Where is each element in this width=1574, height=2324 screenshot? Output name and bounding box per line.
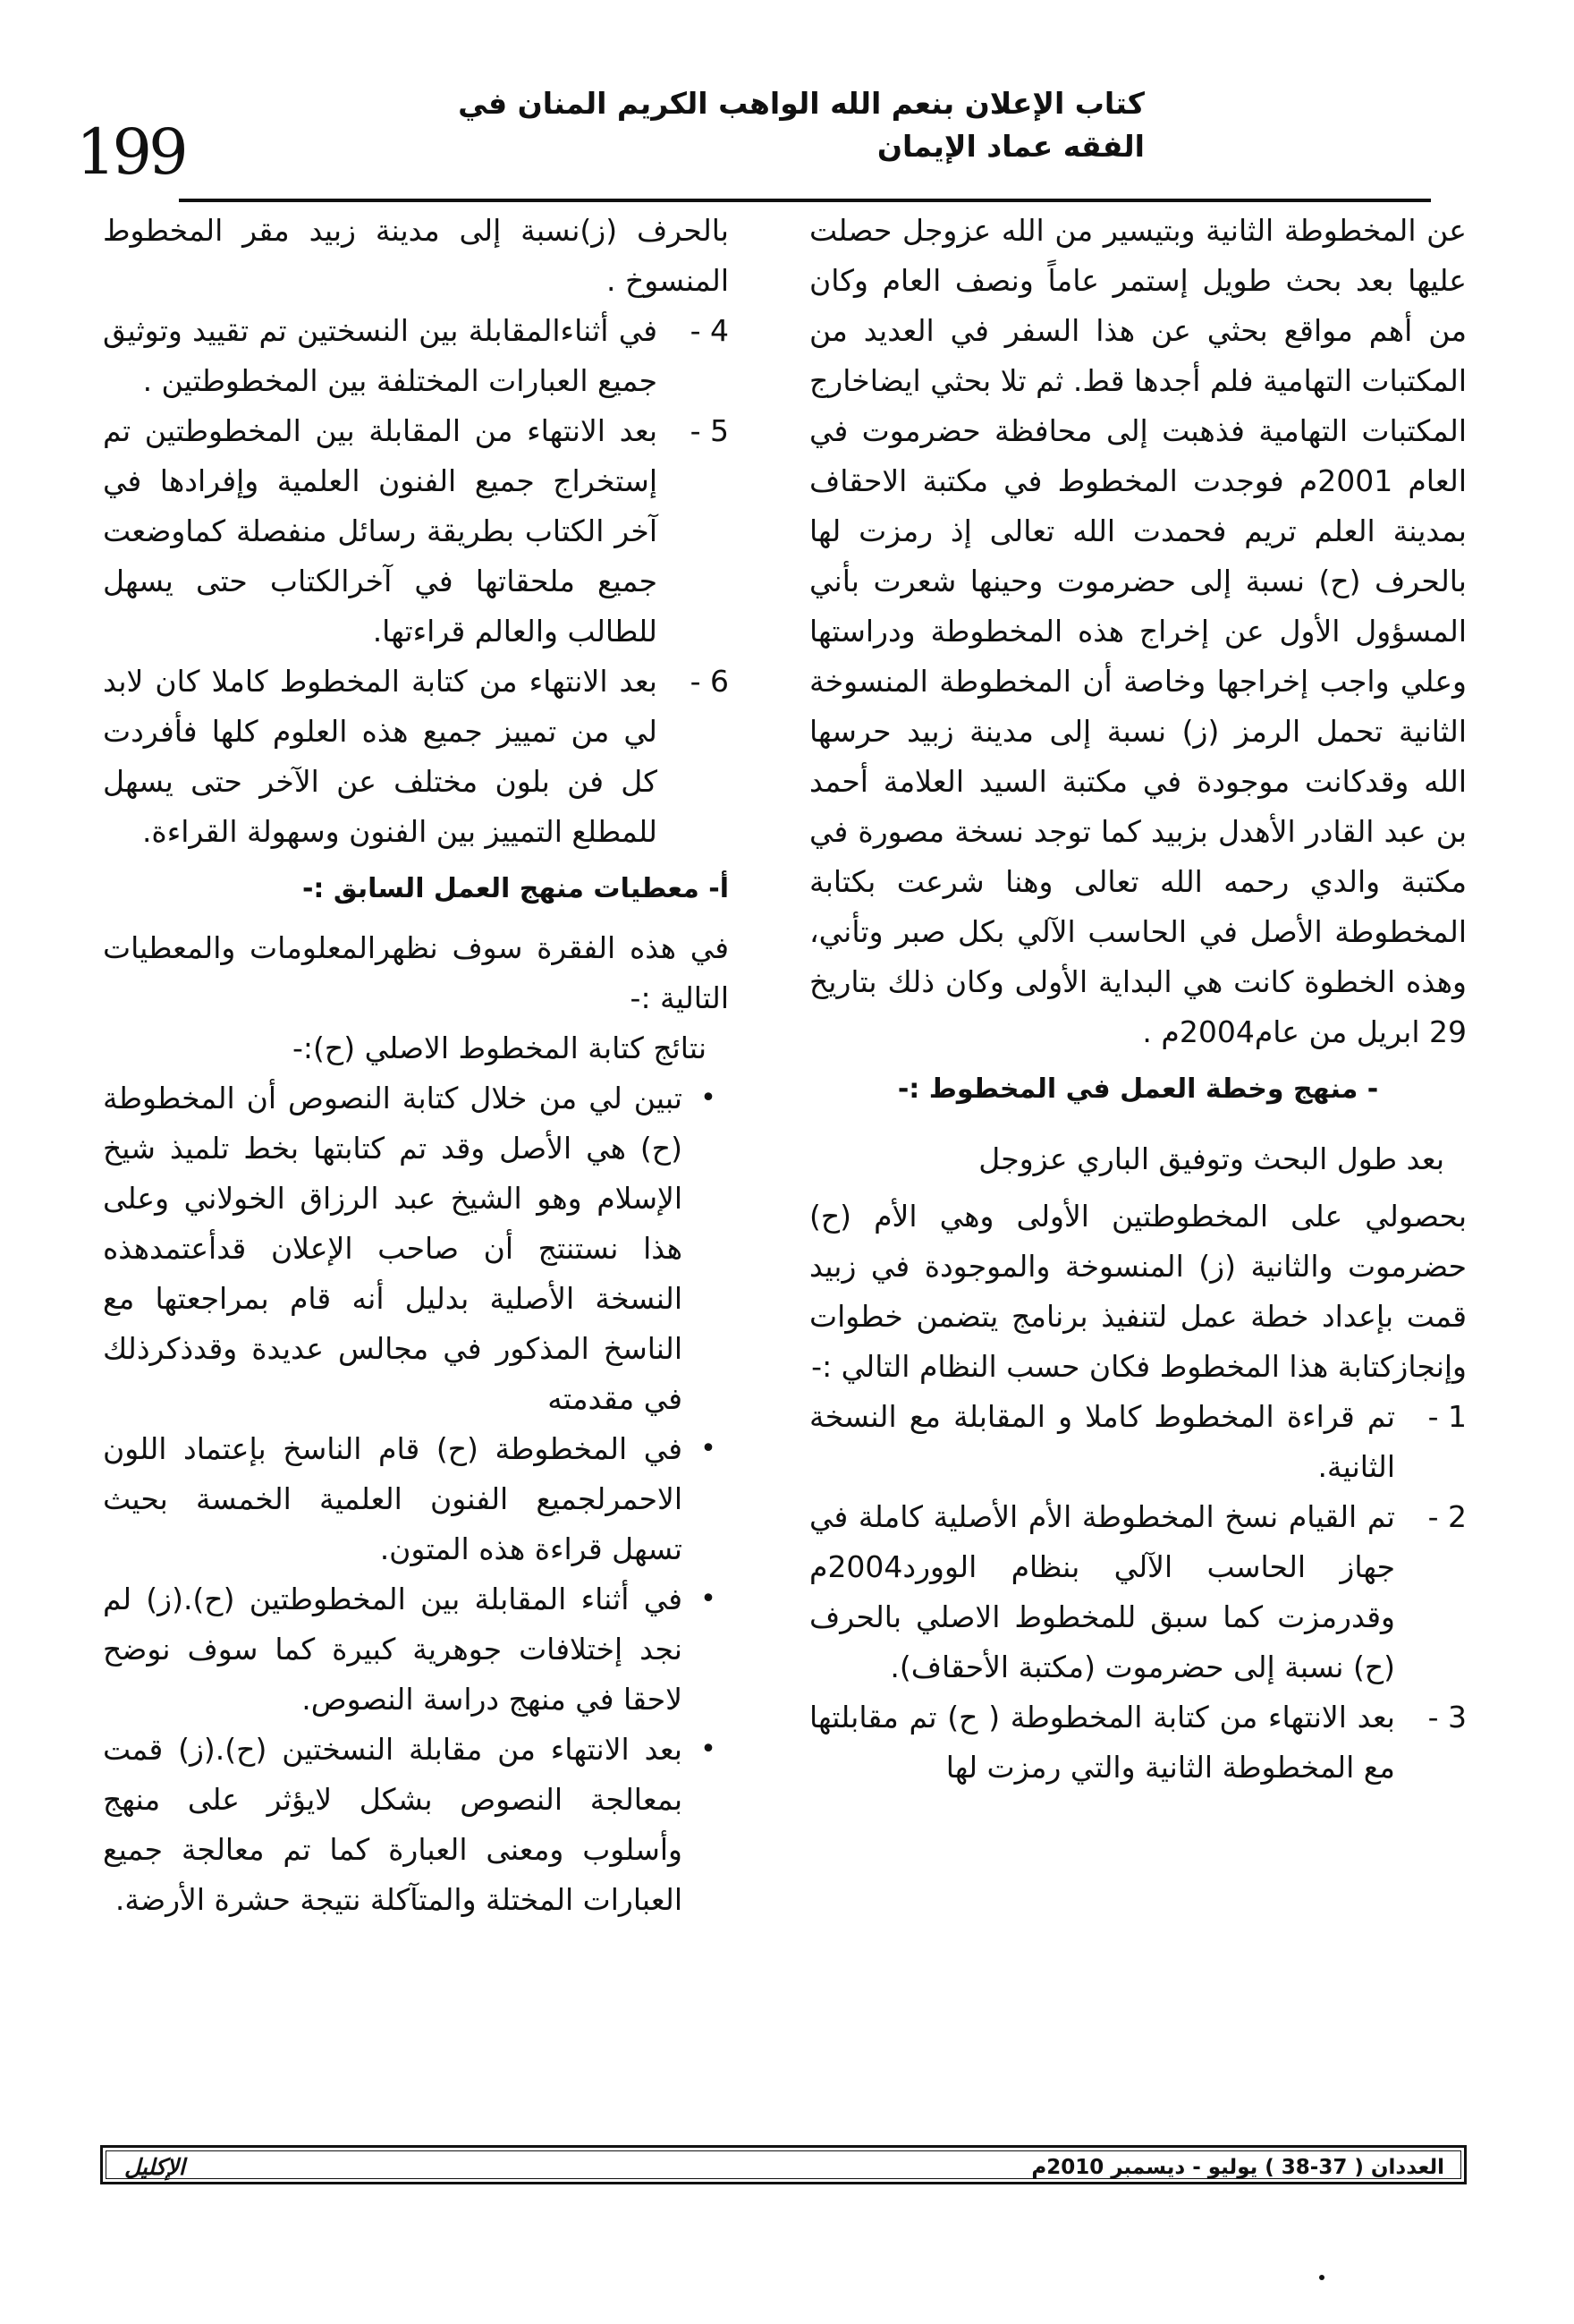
step-item-6 (103, 657, 729, 857)
right-intro-paragraph: عن المخطوطة الثانية وبتيسير من الله عزوجل حصلت عليها بعد بحث طويل إستمر عاماً ونصف العام وكان من أهم مواقع بحثي عن هذا السفر في العديد من المكتبات التهامية فلم أجدها قط. ثم تلا بحثي ايضاخارج المكتبات التهامية فذهبت إلى محافظة حضرموت في العام 2001م فوجدت المخطوط في مكتبة الاحقاف بمدينة العلم تريم فحمدت الله تعالى إذ رمزت لها بالحرف (ح) نسبة إلى حضرموت وحينها شعرت بأني المسؤول الأول عن إخراج هذه المخطوطة ودراستها وعلي واجب إخراجها وخاصة أن المخطوطة المنسوخة الثانية تحمل الرمز (ز) نسبة إلى مدينة زبيد حرسها الله وقدكانت موجودة في مكتبة السيد العلامة أحمد بن عبد القادر الأهدل بزبيد كما توجد نسخة مصورة في مكتبة والدي رحمه الله تعالى وهنا شرعت بكتابة المخطوطة الأصل في الحاسب الآلي بكل صبر وتأني، وهذه الخطوة كانت هي البداية الأولى وكان ذلك بتاريخ 29 ابريل من عام2004م . (809, 213, 1467, 1049)
bullet-item-2 (103, 1424, 729, 1574)
step-text: بعد الانتهاء من كتابة المخطوط كاملا كان لابد لي من تمييز جميع هذه العلوم كلها فأفردت كل فن بلون مختلف عن الآخر حتى يسهل للمطلع التمييز بين الفنون وسهولة القراءة. (103, 664, 657, 849)
step-text: في أثناءالمقابلة بين النسختين تم تقييد وتوثيق جميع العبارات المختلفة بين المخطوطتين . (103, 313, 657, 398)
work-plan-opening: بعد طول البحث وتوفيق الباري عزوجل (978, 1141, 1444, 1176)
step-number: 6 - (690, 664, 729, 699)
footer-inner-frame (106, 2150, 1461, 2179)
right-column (809, 206, 1467, 2022)
step-item-2 (809, 1492, 1467, 1692)
left-continuation: بالحرف (ز)نسبة إلى مدينة زبيد مقر المخطوط المنسوخ . (103, 213, 729, 298)
bullet-text: في المخطوطة (ح) قام الناسخ بإعتماد اللون الاحمرلجميع الفنون العلمية الخمسة بحيث تسهل قراءة هذه المتون. (103, 1431, 682, 1566)
footer-box (100, 2145, 1467, 2184)
bullet-text: بعد الانتهاء من مقابلة النسختين (ح).(ز) قمت بمعالجة النصوص بشكل لايؤثر على منهج وأسلوب ومعنى العبارة كما تم معالجة جميع العبارات المختلة والمتآكلة نتيجة حشرة الأرضة. (103, 1732, 682, 1917)
step-number: 4 - (690, 313, 729, 348)
bullet-item-3 (103, 1574, 729, 1725)
step-number: 5 - (690, 413, 729, 448)
step-number: 2 - (1427, 1499, 1467, 1534)
step-text: بعد الانتهاء من المقابلة بين المخطوطتين تم إستخراج جميع الفنون العلمية وإفرادها في آخر الكتاب بطريقة رسائل منفصلة كماوضعت جميع ملحقاتها في آخرالكتاب حتى يسهل للطالب والعالم قراءتها. (103, 413, 657, 649)
step-text: تم قراءة المخطوط كاملا و المقابلة مع النسخة الثانية. (809, 1399, 1395, 1484)
work-plan-paragraph: بحصولي على المخطوطتين الأولى وهي الأم (ح) حضرموت والثانية (ز) المنسوخة والموجودة في زبيد قمت بإعداد خطة عمل لتنفيذ برنامج يتضمن خطوات وإنجازكتابة هذا المخطوط فكان حسب النظام التالي :- (809, 1199, 1467, 1384)
bullet-icon: • (700, 1082, 716, 1114)
results-title: نتائج كتابة المخطوط الاصلي (ح):- (292, 1031, 707, 1065)
bullet-item-1 (103, 1073, 729, 1424)
bullet-item-4 (103, 1725, 729, 1925)
bullet-icon: • (700, 1583, 716, 1615)
results-intro: في هذه الفقرة سوف نظهرالمعلومات والمعطيات التالية :- (103, 930, 729, 1015)
bullet-icon: • (700, 1433, 716, 1464)
step-number: 3 - (1427, 1700, 1467, 1735)
left-column (103, 206, 729, 2066)
work-plan-heading: - منهج وخطة العمل في المخطوط :- (897, 1073, 1379, 1105)
issue-label: العددان ( 37-38 ) يوليو - ديسمبر 2010م (1031, 2156, 1444, 2179)
step-item-5 (103, 406, 729, 657)
bullet-text: تبين لي من خلال كتابة النصوص أن المخطوطة (ح) هي الأصل وقد تم كتابتها بخط تلميذ شيخ الإسلام وهو الشيخ عبد الرزاق الخولاني وعلى هذا نستنتج أن صاحب الإعلان قدأعتمدهذه النسخة الأصلية بدليل أنه قام بمراجعتها مع الناسخ المذكور في مجالس عديدة وقدذكرذلك في مقدمته (103, 1081, 682, 1416)
step-text: بعد الانتهاء من كتابة المخطوطة ( ح) تم مقابلتها مع المخطوطة الثانية والتي رمزت لها (809, 1700, 1395, 1785)
page-number: 199 (76, 115, 185, 189)
step-number: 1 - (1427, 1399, 1467, 1434)
step-item-1 (809, 1392, 1467, 1492)
bullet-text: في أثناء المقابلة بين المخطوطتين (ح).(ز) لم نجد إختلافات جوهرية كبيرة كما سوف نوضح لاحقا في منهج دراسة النصوص. (103, 1582, 682, 1717)
results-subheading: أ- معطيات منهج العمل السابق :- (301, 873, 729, 904)
header-rule (179, 199, 1431, 202)
bullet-icon: • (700, 1734, 716, 1765)
step-item-4 (103, 306, 729, 406)
running-header-title: كتاب الإعلان بنعم الله الواهب الكريم المنان في الفقه عماد الإيمان (458, 86, 1145, 164)
step-text: تم القيام نسخ المخطوطة الأم الأصلية كاملة في جهاز الحاسب الآلي بنظام الوورد2004م وقدرمزت كما سبق للمخطوط الاصلي بالحرف (ح) نسبة إلى حضرموت (مكتبة الأحقاف). (809, 1499, 1395, 1684)
step-item-3 (809, 1692, 1467, 1793)
journal-logo: الإكليل (124, 2154, 185, 2180)
scan-speck (1319, 2275, 1324, 2280)
